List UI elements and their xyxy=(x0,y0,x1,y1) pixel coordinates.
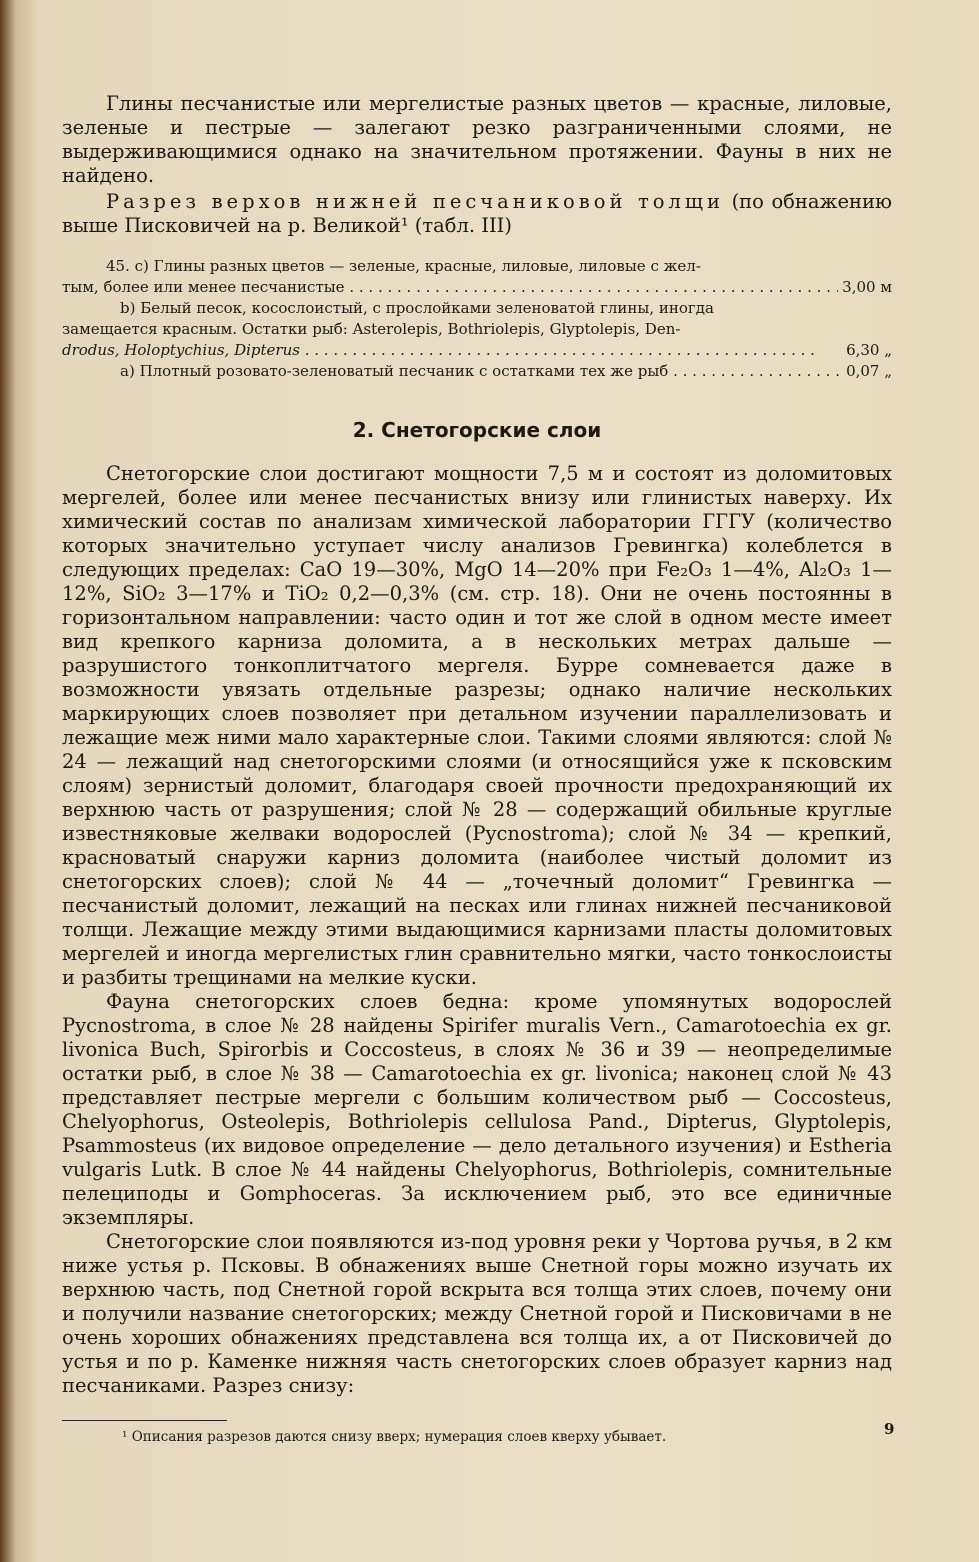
body-paragraph-2: Фауна снетогорских слоев бедна: кроме упомянутых водорослей Pycnostroma, в слое № 28 найдены Spirifer muralis Vern., Camarotoechia ex gr. livonica Buch, Spirorbis и Coccosteus, в слоях № 36 и 39 — неопределимые остатки рыб, в слое № 38 — Camarotoechia ex gr. livonica; наконец слой № 43 представляет пестрые мергели с большим количеством рыб — Coccosteus, Chelyophorus, Osteolepis, Bothriolepis cellulosa Pand., Dipterus, Glyptolepis, Psammosteus (их видовое определение — дело детального изучения) и Estheria vulgaris Lutk. В слое № 44 найдены Chelyophorus, Bothriolepis, сомнительные пелециподы и Gomphoceras. За исключением рыб, это все единичные экземпляры. xyxy=(62,990,892,1229)
layer-list xyxy=(62,256,892,382)
layer-45b-line1: b) Белый песок, косослоистый, с прослойками зеленоватой глины, иногда xyxy=(120,299,714,317)
page-content xyxy=(62,92,895,1445)
section-lead xyxy=(62,190,892,238)
body-paragraph-3: Снетогорские слои появляются из-под уровня реки у Чортова ручья, в 2 км ниже устья р. Псковы. В обнажениях выше Снетной горы можно изучать их верхнюю часть, под Снетной горой вскрыта вся толща этих слоев, почему они и получили название снетогорских; между Снетной горой и Писковичами в не очень хороших обнажениях представлена вся толща их, а от Писковичей до устья и по р. Каменке нижняя часть снетогорских слоев образует карниз над песчаниками. Разрез снизу: xyxy=(62,1230,892,1397)
layer-45c-thickness: 3,00 м xyxy=(842,278,892,296)
layer-45c-line2 xyxy=(62,277,892,298)
layer-45c-line1: 45. c) Глины разных цветов — зеленые, красные, лиловые, лиловые с жел- xyxy=(106,257,701,275)
body-paragraph-1: Снетогорские слои достигают мощности 7,5 м и состоят из доломитовых мергелей, более или менее песчанистых внизу или глинистых наверху. Их химический состав по анализам химической лаборатории ГГГУ (количество которых значительно уступает числу анализов Гревингка) колеблется в следующих пределах: CaO 19—30%, MgO 14—20% при Fe₂O₃ 1—4%, Al₂O₃ 1—12%, SiO₂ 3—17% и TiO₂ 0,2—0,3% (см. стр. 18). Они не очень постоянны в горизонтальном направлении: часто один и тот же слой в одном месте имеет вид крепкого карниза доломита, а в нескольких метрах дальше — разрушистого тонкоплитчатого мергеля. Бурре сомневается даже в возможности увязать отдельные разрезы; однако наличие нескольких маркирующих слоев позволяет при детальном изучении параллелизовать и лежащие меж ними мало характерные слои. Такими слоями являются: слой № 24 — лежащий над снетогорскими слоями (и относящийся уже к псковским слоям) зернистый доломит, благодаря своей прочности предохраняющий их верхнюю часть от разрушения; слой № 28 — содержащий обильные круглые известняковые желваки водорослей (Pycnostroma); слой № 34 — крепкий, красноватый снаружи карниз доломита (наиболее чистый доломит из снетогорских слоев); слой № 44 — „точечный доломит“ Гревингка — песчанистый доломит, лежащий на песках или глинах нижней песчаниковой толщи. Лежащие между этими выдающимися карнизами пласты доломитовых мергелей и иногда мергелистых глин сравнительно мягки, часто тонкослоисты и разбиты трещинами на мелкие куски. xyxy=(62,462,892,989)
layer-45c-text: тым, более или менее песчанистые . . . xyxy=(62,277,838,298)
section-heading: 2. Снетогорские слои xyxy=(352,418,602,442)
section-lead-rest: (по обнажению выше Писковичей на р. Великой¹ (табл. III) xyxy=(62,190,892,237)
intro-paragraph: Глины песчанистые или мергелистые разных цветов — красные, лиловые, зеленые и пестрые — залегают резко разграниченными слоями, не выдерживающимися однако на значительном протяжении. Фауны в них не найдено. xyxy=(62,92,892,187)
layer-45a-line xyxy=(62,361,892,382)
layer-45a-thickness: 0,07 „ xyxy=(846,362,892,380)
layer-45b-thickness: 6,30 „ xyxy=(846,341,892,359)
footnote-rule xyxy=(62,1420,227,1421)
section-lead-spaced: Разрез верхов нижней песчаниковой толщи xyxy=(106,190,725,213)
footnote: ¹ Описания разрезов даются снизу вверх; нумерация слоев кверху убывает. xyxy=(122,1429,667,1445)
layer-45a-text: a) Плотный розовато-зеленоватый песчаник с остатками тех же рыб . . . xyxy=(120,361,842,382)
layer-45b-line3 xyxy=(62,340,892,361)
page-number: 9 xyxy=(884,1420,895,1438)
layer-45b-text: drodus, Holoptychius, Dipterus . . . xyxy=(62,340,842,361)
layer-45b-line2: замещается красным. Остатки рыб: Asterolepis, Bothriolepis, Glyptolepis, Den- xyxy=(62,320,681,338)
